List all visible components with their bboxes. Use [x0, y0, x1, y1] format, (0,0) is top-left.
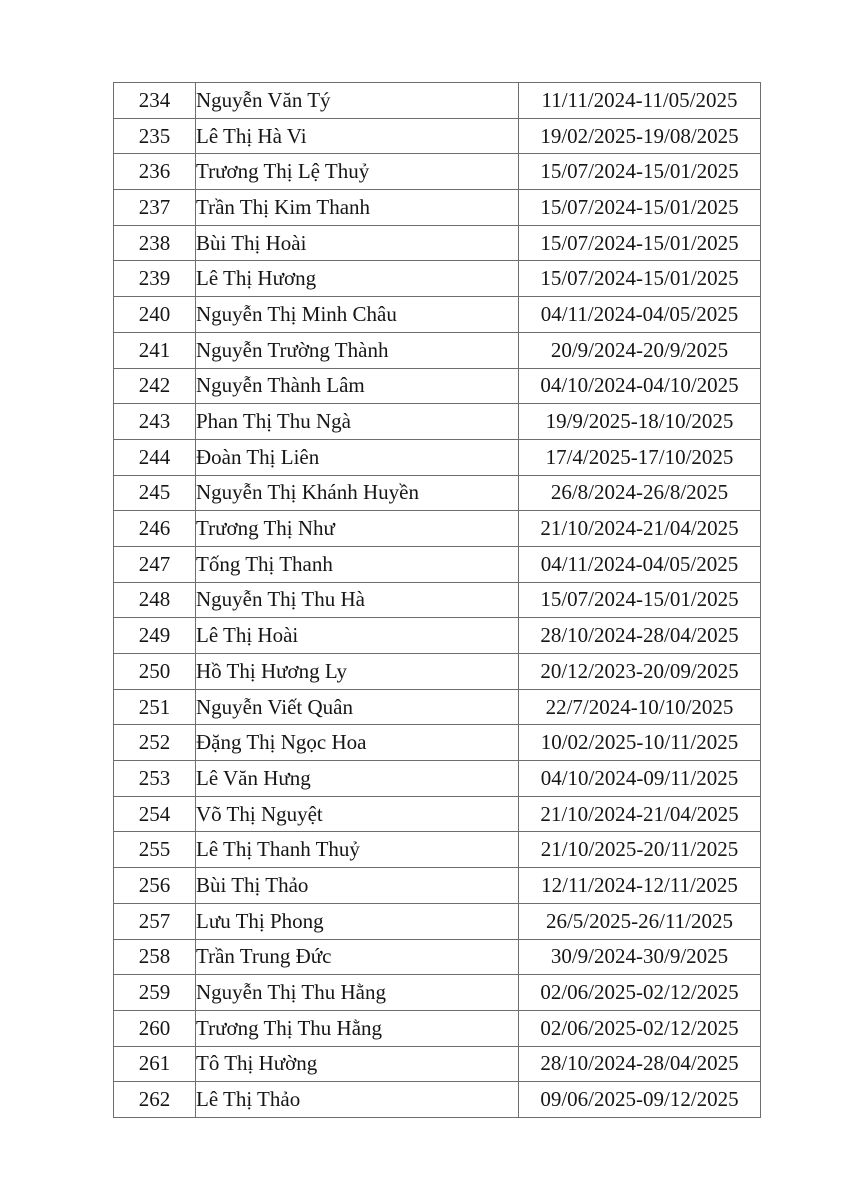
- table-row: [114, 118, 761, 154]
- period-cell: 20/12/2023-20/09/2025: [519, 654, 761, 690]
- period-cell: 28/10/2024-28/04/2025: [519, 1046, 761, 1082]
- period-cell: 04/11/2024-04/05/2025: [519, 297, 761, 333]
- table-row: [114, 546, 761, 582]
- name-cell: Lê Văn Hưng: [196, 761, 519, 797]
- table-row: [114, 190, 761, 226]
- row-number-cell: 241: [114, 332, 196, 368]
- row-number-cell: 258: [114, 939, 196, 975]
- row-number-cell: 244: [114, 439, 196, 475]
- period-cell: 30/9/2024-30/9/2025: [519, 939, 761, 975]
- period-cell: 15/07/2024-15/01/2025: [519, 190, 761, 226]
- row-number-cell: 256: [114, 868, 196, 904]
- period-cell: 21/10/2025-20/11/2025: [519, 832, 761, 868]
- table-row: [114, 225, 761, 261]
- period-cell: 02/06/2025-02/12/2025: [519, 975, 761, 1011]
- name-cell: Trương Thị Thu Hằng: [196, 1010, 519, 1046]
- name-cell: Lê Thị Hà Vi: [196, 118, 519, 154]
- table-row: [114, 761, 761, 797]
- name-cell: Bùi Thị Hoài: [196, 225, 519, 261]
- table-row: [114, 868, 761, 904]
- period-cell: 19/9/2025-18/10/2025: [519, 404, 761, 440]
- table-row: [114, 439, 761, 475]
- name-cell: Nguyễn Viết Quân: [196, 689, 519, 725]
- period-cell: 21/10/2024-21/04/2025: [519, 796, 761, 832]
- name-cell: Nguyễn Thị Thu Hằng: [196, 975, 519, 1011]
- period-cell: 20/9/2024-20/9/2025: [519, 332, 761, 368]
- name-cell: Trương Thị Như: [196, 511, 519, 547]
- name-cell: Nguyễn Thị Khánh Huyền: [196, 475, 519, 511]
- table-row: [114, 725, 761, 761]
- row-number-cell: 261: [114, 1046, 196, 1082]
- name-cell: Võ Thị Nguyệt: [196, 796, 519, 832]
- name-cell: Lưu Thị Phong: [196, 903, 519, 939]
- roster-table: [113, 82, 761, 1118]
- table-body: [114, 83, 761, 1118]
- table-row: [114, 654, 761, 690]
- row-number-cell: 249: [114, 618, 196, 654]
- period-cell: 28/10/2024-28/04/2025: [519, 618, 761, 654]
- name-cell: Hồ Thị Hương Ly: [196, 654, 519, 690]
- table-row: [114, 689, 761, 725]
- table-row: [114, 154, 761, 190]
- table-row: [114, 975, 761, 1011]
- period-cell: 04/11/2024-04/05/2025: [519, 546, 761, 582]
- name-cell: Tô Thị Hường: [196, 1046, 519, 1082]
- name-cell: Nguyễn Thị Minh Châu: [196, 297, 519, 333]
- row-number-cell: 239: [114, 261, 196, 297]
- table-row: [114, 404, 761, 440]
- row-number-cell: 251: [114, 689, 196, 725]
- row-number-cell: 234: [114, 83, 196, 119]
- table-row: [114, 511, 761, 547]
- name-cell: Nguyễn Văn Tý: [196, 83, 519, 119]
- table-row: [114, 796, 761, 832]
- table-row: [114, 618, 761, 654]
- row-number-cell: 248: [114, 582, 196, 618]
- period-cell: 04/10/2024-04/10/2025: [519, 368, 761, 404]
- row-number-cell: 257: [114, 903, 196, 939]
- period-cell: 26/5/2025-26/11/2025: [519, 903, 761, 939]
- name-cell: Lê Thị Thanh Thuỷ: [196, 832, 519, 868]
- name-cell: Nguyễn Trường Thành: [196, 332, 519, 368]
- table-row: [114, 83, 761, 119]
- period-cell: 15/07/2024-15/01/2025: [519, 154, 761, 190]
- row-number-cell: 242: [114, 368, 196, 404]
- row-number-cell: 240: [114, 297, 196, 333]
- name-cell: Lê Thị Hương: [196, 261, 519, 297]
- table-row: [114, 368, 761, 404]
- row-number-cell: 253: [114, 761, 196, 797]
- period-cell: 12/11/2024-12/11/2025: [519, 868, 761, 904]
- period-cell: 15/07/2024-15/01/2025: [519, 225, 761, 261]
- period-cell: 19/02/2025-19/08/2025: [519, 118, 761, 154]
- row-number-cell: 246: [114, 511, 196, 547]
- period-cell: 22/7/2024-10/10/2025: [519, 689, 761, 725]
- name-cell: Lê Thị Hoài: [196, 618, 519, 654]
- period-cell: 21/10/2024-21/04/2025: [519, 511, 761, 547]
- table-row: [114, 582, 761, 618]
- row-number-cell: 236: [114, 154, 196, 190]
- row-number-cell: 250: [114, 654, 196, 690]
- row-number-cell: 259: [114, 975, 196, 1011]
- table-row: [114, 1082, 761, 1118]
- row-number-cell: 235: [114, 118, 196, 154]
- row-number-cell: 247: [114, 546, 196, 582]
- table-row: [114, 297, 761, 333]
- name-cell: Lê Thị Thảo: [196, 1082, 519, 1118]
- period-cell: 02/06/2025-02/12/2025: [519, 1010, 761, 1046]
- table-row: [114, 939, 761, 975]
- table-row: [114, 1010, 761, 1046]
- row-number-cell: 238: [114, 225, 196, 261]
- name-cell: Đặng Thị Ngọc Hoa: [196, 725, 519, 761]
- row-number-cell: 254: [114, 796, 196, 832]
- name-cell: Bùi Thị Thảo: [196, 868, 519, 904]
- row-number-cell: 252: [114, 725, 196, 761]
- table-row: [114, 903, 761, 939]
- name-cell: Đoàn Thị Liên: [196, 439, 519, 475]
- name-cell: Nguyễn Thành Lâm: [196, 368, 519, 404]
- period-cell: 09/06/2025-09/12/2025: [519, 1082, 761, 1118]
- row-number-cell: 243: [114, 404, 196, 440]
- period-cell: 10/02/2025-10/11/2025: [519, 725, 761, 761]
- row-number-cell: 245: [114, 475, 196, 511]
- period-cell: 17/4/2025-17/10/2025: [519, 439, 761, 475]
- name-cell: Trần Trung Đức: [196, 939, 519, 975]
- period-cell: 26/8/2024-26/8/2025: [519, 475, 761, 511]
- period-cell: 15/07/2024-15/01/2025: [519, 582, 761, 618]
- period-cell: 04/10/2024-09/11/2025: [519, 761, 761, 797]
- table-row: [114, 332, 761, 368]
- period-cell: 11/11/2024-11/05/2025: [519, 83, 761, 119]
- row-number-cell: 262: [114, 1082, 196, 1118]
- table-row: [114, 261, 761, 297]
- table-row: [114, 475, 761, 511]
- period-cell: 15/07/2024-15/01/2025: [519, 261, 761, 297]
- table-row: [114, 832, 761, 868]
- table-row: [114, 1046, 761, 1082]
- row-number-cell: 260: [114, 1010, 196, 1046]
- name-cell: Tống Thị Thanh: [196, 546, 519, 582]
- row-number-cell: 237: [114, 190, 196, 226]
- name-cell: Trương Thị Lệ Thuỷ: [196, 154, 519, 190]
- name-cell: Trần Thị Kim Thanh: [196, 190, 519, 226]
- name-cell: Phan Thị Thu Ngà: [196, 404, 519, 440]
- row-number-cell: 255: [114, 832, 196, 868]
- name-cell: Nguyễn Thị Thu Hà: [196, 582, 519, 618]
